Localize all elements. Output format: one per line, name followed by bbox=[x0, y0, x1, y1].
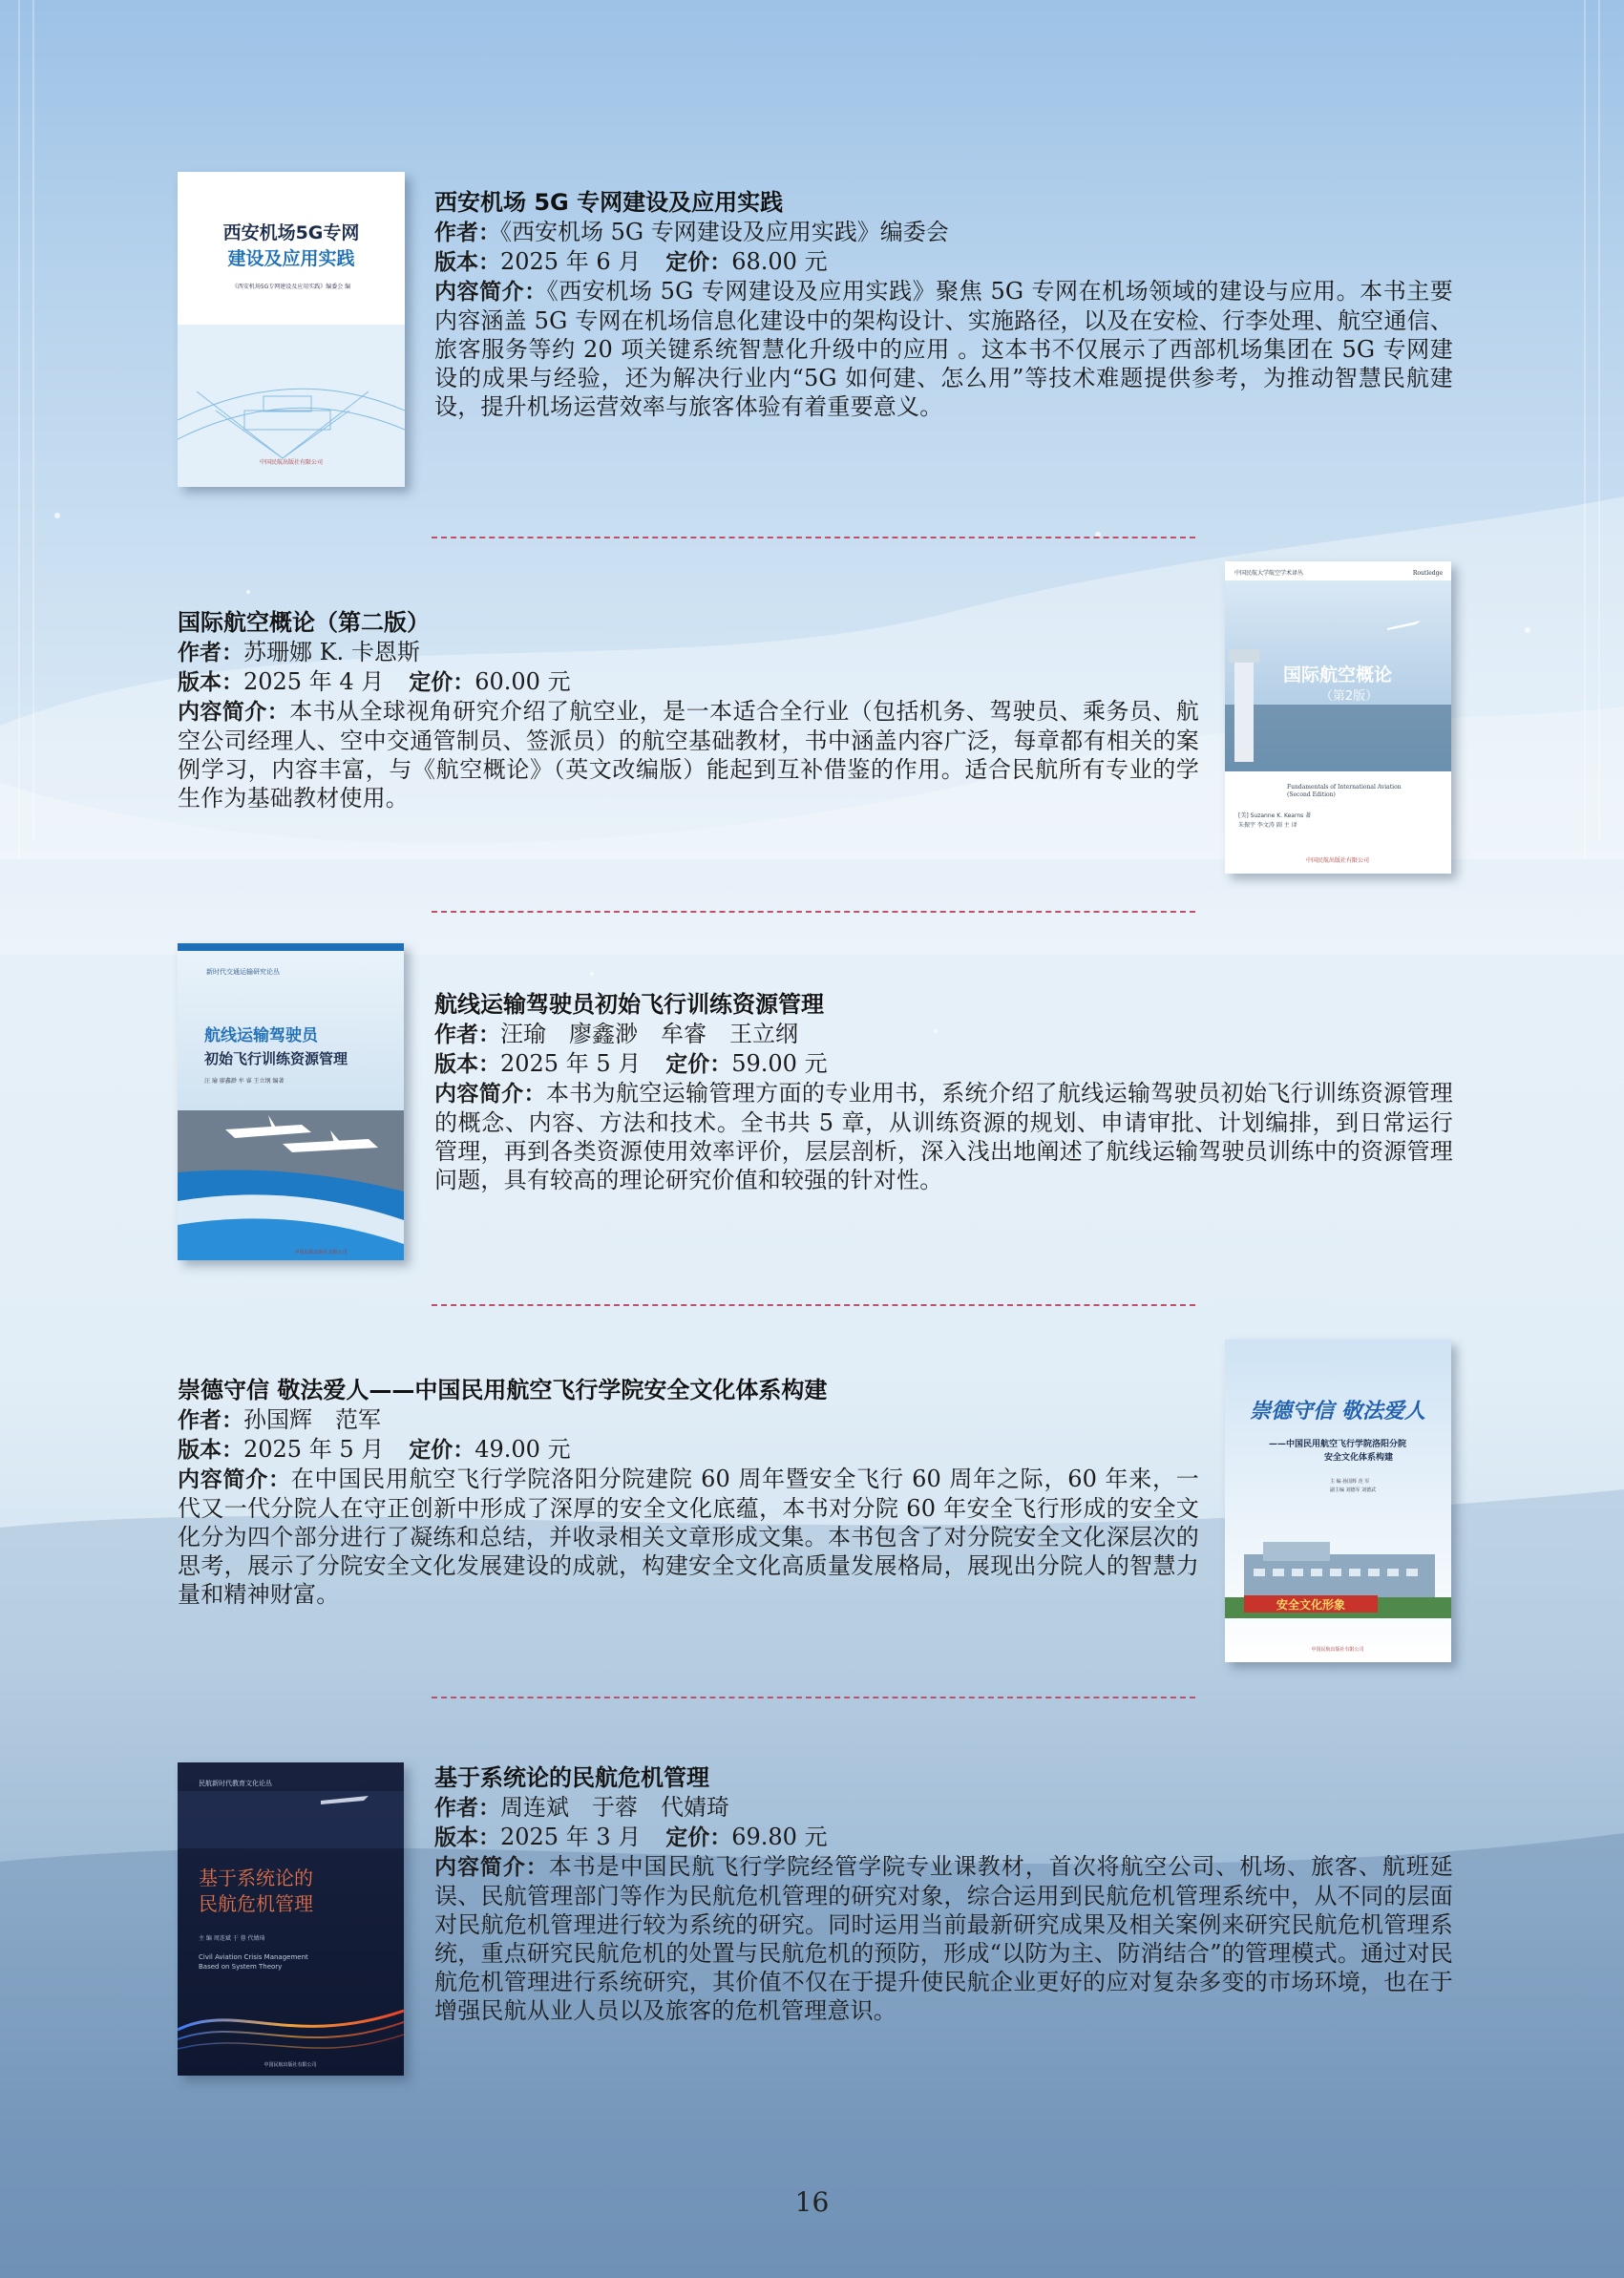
section-divider bbox=[432, 1697, 1195, 1698]
intro-label: 内容简介： bbox=[434, 1082, 546, 1107]
cover-en-line2: Based on System Theory bbox=[199, 1963, 283, 1971]
cover-subtitle: 《西安机场5G专网建设及应用实践》编委会 编 bbox=[231, 284, 351, 290]
edition-label: 版本： bbox=[434, 250, 500, 275]
cover-publisher: 中国民航出版社有限公司 bbox=[259, 459, 324, 466]
book-intro: 《西安机场 5G 专网建设及应用实践》聚焦 5G 专网在机场领域的建设与应用。本书主要内容涵盖 5G 专网在机场信息化建设中的架构设计、实施路径，以及在安检、行李处理、航空通信、旅客服务等约 20 项关键系统智慧化升级中的应用 。这本书不仅展示了西部机场集团在 5G 专网建设的成果与经验，还为解决行业内“5G 如何建、怎么用”等技术难题提供参考，为推动智慧民航建设，提升机场运营效率与旅客体验有着重要意义。 bbox=[434, 278, 1454, 420]
intro-label: 内容简介： bbox=[434, 280, 547, 305]
cover-title-line2: 建设及应用实践 bbox=[227, 248, 355, 269]
book-edition: 2025 年 5 月 bbox=[243, 1436, 385, 1463]
price-label: 定价： bbox=[665, 1052, 732, 1077]
edition-label: 版本： bbox=[434, 1825, 500, 1850]
author-label: 作者： bbox=[434, 1023, 500, 1047]
book-author: 孙国辉 范军 bbox=[243, 1406, 381, 1433]
intro-label: 内容简介： bbox=[434, 1855, 549, 1880]
cover-banner: 安全文化形象 bbox=[1276, 1598, 1346, 1612]
book-cover-intl-aviation[interactable] bbox=[1225, 561, 1451, 874]
book-title: 崇德守信 敬法爱人——中国民用航空飞行学院安全文化体系构建 bbox=[178, 1377, 828, 1403]
edition-label: 版本： bbox=[178, 1438, 243, 1463]
book-title: 国际航空概论（第二版） bbox=[178, 609, 430, 636]
cover-editors: 主 编 周连斌 于 蓉 代婧琦 bbox=[199, 1935, 265, 1942]
cover-title-line2: 民航危机管理 bbox=[199, 1892, 313, 1915]
cover-title-line1: 西安机场5G专网 bbox=[222, 222, 360, 243]
cover-editors-line2: 副主编 刘德军 刘德武 bbox=[1330, 1487, 1377, 1493]
section-divider bbox=[432, 911, 1195, 913]
cover-en-line1: Civil Aviation Crisis Management bbox=[199, 1953, 308, 1961]
author-label: 作者： bbox=[178, 641, 243, 665]
edition-label: 版本： bbox=[434, 1052, 500, 1077]
section-divider bbox=[432, 1304, 1195, 1306]
book-intro: 本书为航空运输管理方面的专业用书，系统介绍了航线运输驾驶员初始飞行训练资源管理的概念、内容、方法和技术。全书共 5 章，从训练资源的规划、申请审批、计划编排，到日常运行管理，再到各类资源使用效率评价，层层剖析，深入浅出地阐述了航线运输驾驶员训练中的资源管理问题，具有较高的理论研究价值和较强的针对性。 bbox=[434, 1080, 1454, 1193]
book-info bbox=[434, 187, 1453, 421]
book-edition: 2025 年 5 月 bbox=[500, 1050, 642, 1077]
book-info bbox=[178, 607, 1199, 812]
book-author: 汪瑜 廖鑫渺 牟睿 王立纲 bbox=[500, 1021, 798, 1047]
cover-translators: 朱振宇 李文涛 副 主 译 bbox=[1238, 822, 1297, 829]
book-price: 49.00 元 bbox=[475, 1436, 571, 1463]
cover-authors: 汪 瑜 廖鑫渺 牟 睿 王立纲 编著 bbox=[204, 1078, 285, 1085]
price-label: 定价： bbox=[409, 1438, 475, 1463]
book-edition: 2025 年 6 月 bbox=[500, 248, 642, 275]
cover-series: 中国民航大学航空学术译丛 bbox=[1234, 570, 1304, 577]
price-label: 定价： bbox=[409, 670, 475, 695]
cover-publisher: 中国民航出版社有限公司 bbox=[264, 2062, 317, 2068]
book-intro: 本书是中国民航飞行学院经管学院专业课教材，首次将航空公司、机场、旅客、航班延误、民航管理部门等作为民航危机管理的研究对象，综合运用到民航危机管理系统中，从不同的层面对民航危机管理进行较为系统的研究。同时运用当前最新研究成果及相关案例来研究民航危机管理系统，重点研究民航危机的处置与民航危机的预防，形成“以防为主、防消结合”的管理模式。通过对民航危机管理进行系统研究，其价值不仅在于提升使民航企业更好的应对复杂多变的市场环境，也在于增强民航从业人员以及旅客的危机管理意识。 bbox=[434, 1853, 1454, 2024]
book-info bbox=[434, 989, 1453, 1194]
book-title: 航线运输驾驶员初始飞行训练资源管理 bbox=[434, 991, 824, 1018]
cover-series: 民航新时代教育文化论丛 bbox=[199, 1780, 272, 1787]
book-price: 60.00 元 bbox=[475, 668, 571, 695]
cover-brand: Routledge bbox=[1412, 570, 1443, 577]
book-edition: 2025 年 3 月 bbox=[500, 1824, 642, 1850]
book-cover-crisis-management[interactable] bbox=[178, 1762, 404, 2076]
section-divider bbox=[432, 537, 1195, 538]
book-cover-xian-5g[interactable] bbox=[178, 172, 405, 487]
book-info bbox=[434, 1762, 1453, 2025]
cover-editors-line1: 主 编 孙国辉 范 军 bbox=[1330, 1479, 1370, 1485]
cover-subtitle-line1: ——中国民用航空飞行学院洛阳分院 bbox=[1268, 1440, 1407, 1449]
book-title: 基于系统论的民航危机管理 bbox=[434, 1764, 709, 1791]
book-intro: 在中国民用航空飞行学院洛阳分院建院 60 周年暨安全飞行 60 周年之际，60 年来，一代又一代分院人在守正创新中形成了深厚的安全文化底蕴，本书对分院 60 年安全飞行形成的安全文化分为四个部分进行了凝练和总结，并收录相关文章形成文集。本书包含了对分院安全文化深层次的思考，展示了分院安全文化发展建设的成就，构建安全文化高质量发展格局，展现出分院人的智慧力量和精神财富。 bbox=[178, 1466, 1200, 1608]
book-author: 《西安机场 5G 专网建设及应用实践》编委会 bbox=[500, 219, 949, 245]
book-cover-safety-culture[interactable] bbox=[1225, 1339, 1451, 1662]
book-title: 西安机场 5G 专网建设及应用实践 bbox=[434, 189, 784, 216]
page-number: 16 bbox=[794, 2186, 830, 2218]
cover-subtitle-line2: 安全文化体系构建 bbox=[1323, 1453, 1394, 1463]
cover-title: 崇德守信 敬法爱人 bbox=[1250, 1399, 1425, 1424]
book-intro: 本书从全球视角研究介绍了航空业，是一本适合全行业（包括机务、驾驶员、乘务员、航空公司经理人、空中交通管制员、签派员）的航空基础教材，书中涵盖内容广泛，每章都有相关的案例学习，内容丰富，与《航空概论》（英文改编版）能起到互补借鉴的作用。适合民航所有专业的学生作为基础教材使用。 bbox=[178, 698, 1200, 812]
cover-series: 新时代交通运输研究论丛 bbox=[206, 968, 280, 976]
book-cover-pilot-training[interactable] bbox=[178, 943, 404, 1260]
intro-label: 内容简介： bbox=[178, 700, 290, 725]
cover-title: 国际航空概论 bbox=[1282, 664, 1393, 686]
author-label: 作者： bbox=[178, 1408, 243, 1433]
intro-label: 内容简介： bbox=[178, 1467, 291, 1492]
book-author: 苏珊娜 K. 卡恩斯 bbox=[243, 639, 420, 665]
cover-title-line1: 基于系统论的 bbox=[199, 1867, 313, 1889]
author-label: 作者： bbox=[434, 221, 500, 245]
cover-en-title: Fundamentals of International Aviation bbox=[1287, 784, 1402, 791]
price-label: 定价： bbox=[665, 1825, 732, 1850]
book-info bbox=[178, 1375, 1199, 1609]
cover-publisher: 中国民航出版社有限公司 bbox=[1305, 857, 1370, 864]
edition-label: 版本： bbox=[178, 670, 243, 695]
cover-edition: （第2版） bbox=[1319, 689, 1379, 704]
price-label: 定价： bbox=[665, 250, 732, 275]
cover-title-line1: 航线运输驾驶员 bbox=[204, 1026, 318, 1045]
cover-publisher: 中国民航出版社有限公司 bbox=[294, 1250, 348, 1255]
author-label: 作者： bbox=[434, 1796, 500, 1821]
book-price: 69.80 元 bbox=[731, 1824, 828, 1850]
cover-title-line2: 初始飞行训练资源管理 bbox=[204, 1050, 348, 1067]
book-price: 68.00 元 bbox=[731, 248, 828, 275]
book-author: 周连斌 于蓉 代婧琦 bbox=[500, 1794, 729, 1821]
book-edition: 2025 年 4 月 bbox=[243, 668, 385, 695]
cover-en-edition: (Second Edition) bbox=[1287, 791, 1336, 798]
book-price: 59.00 元 bbox=[731, 1050, 828, 1077]
cover-publisher: 中国民航出版社有限公司 bbox=[1311, 1647, 1364, 1653]
cover-author: [美] Suzanne K. Kearns 著 bbox=[1238, 812, 1312, 819]
